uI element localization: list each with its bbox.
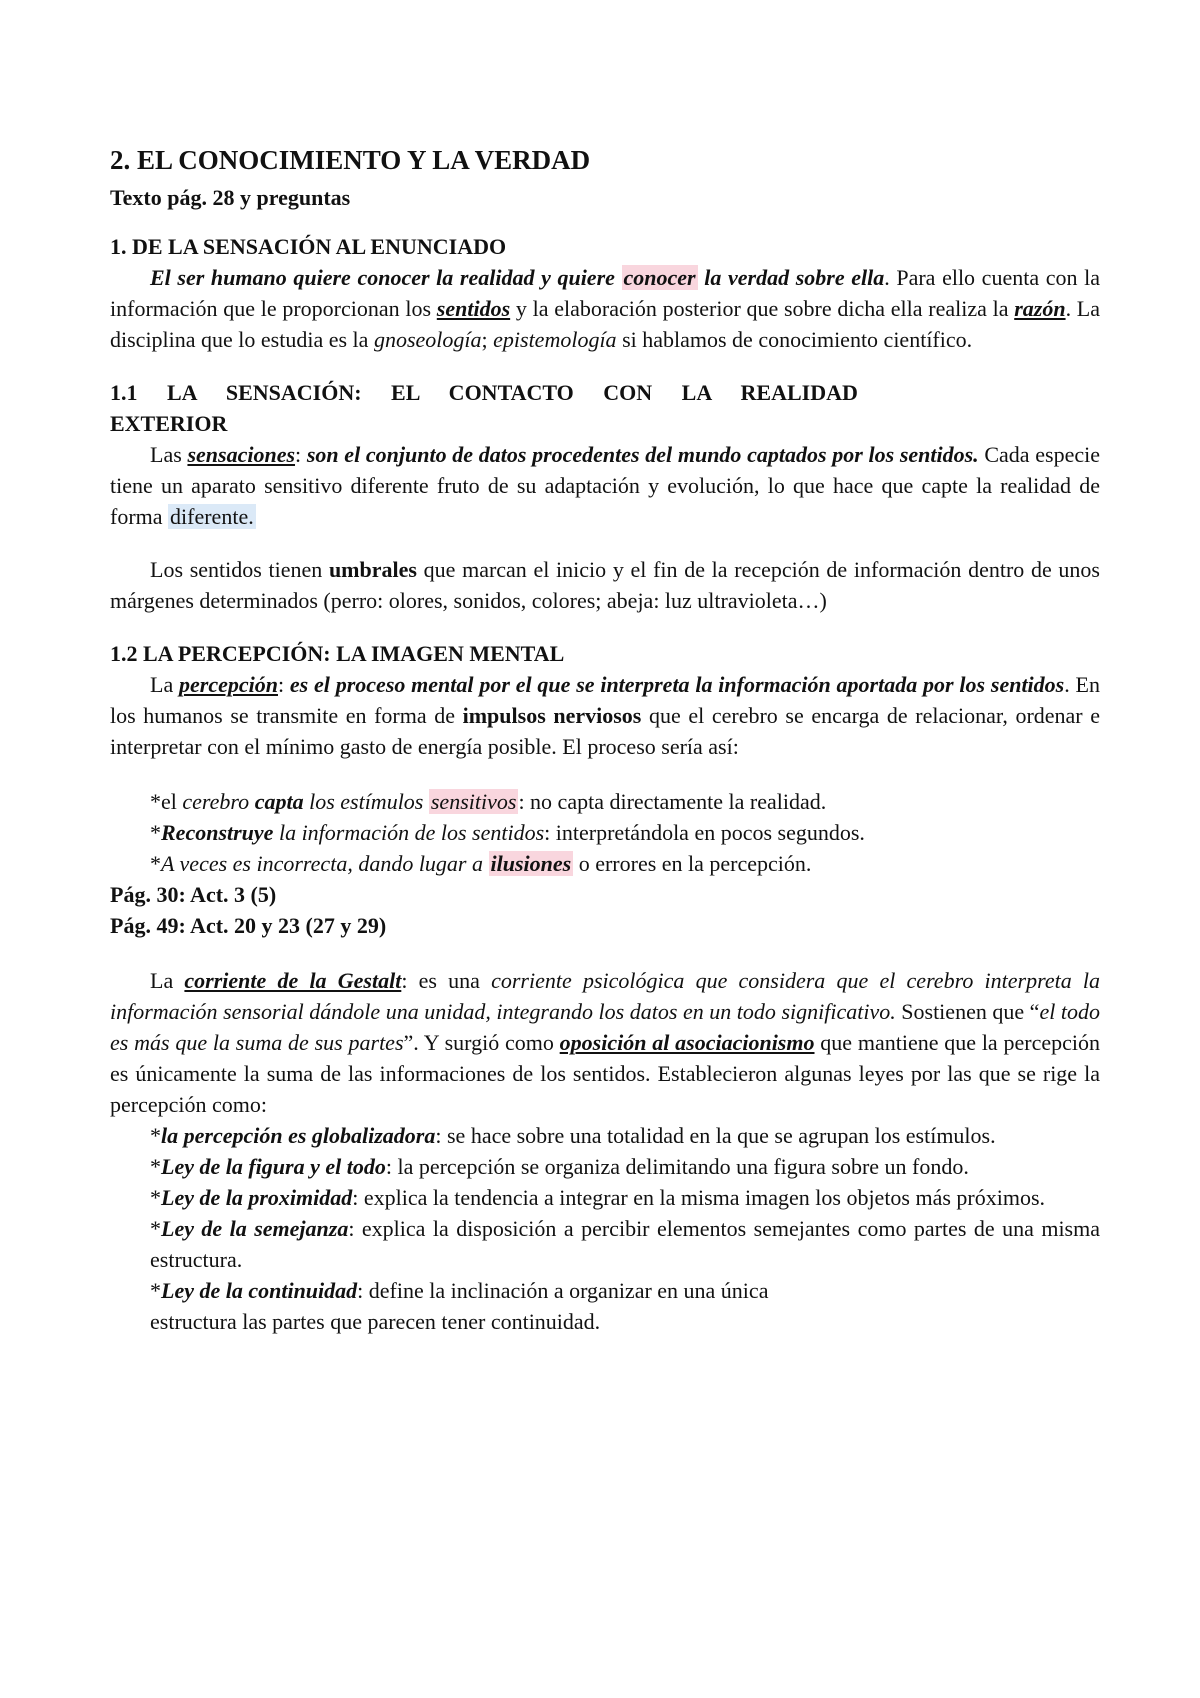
law-name: la percepción es globalizadora — [161, 1123, 436, 1148]
term-razon: razón — [1014, 296, 1066, 321]
text: La — [150, 672, 180, 697]
law-description-continued: estructura las partes que parecen tener continuidad. — [150, 1309, 601, 1334]
term-reconstruye: Reconstruye — [161, 820, 274, 845]
section-1-1-paragraph-2 — [110, 554, 1100, 616]
definition-text: es el proceso mental por el que se interpreta la información aportada por los sentidos — [289, 672, 1065, 697]
text: que marcan el inicio y el fin de la recepción de información dentro de unos márgenes determinados (perro: olores, sonidos, colores; abeja: luz ultravioleta…) — [110, 557, 1100, 613]
gestalt-laws-list — [110, 1120, 1100, 1337]
text: que mantiene que la percepción es únicamente la suma de las informaciones de los sentidos. Establecieron algunas leyes por las que se rige la percepción como: — [110, 1030, 1100, 1117]
list-item — [110, 1120, 1100, 1151]
text: : interpretándola en pocos segundos. — [544, 820, 865, 845]
list-item — [110, 1275, 1100, 1337]
term-epistemologia: epistemología — [493, 327, 617, 352]
bullet: * — [150, 1154, 161, 1179]
process-list — [110, 786, 1100, 879]
list-item — [110, 1182, 1100, 1213]
section-1-1-heading-line1: 1.1 LA SENSACIÓN: EL CONTACTO CON LA REALIDAD — [110, 380, 858, 405]
term-capta: capta — [254, 789, 304, 814]
text: la información de los sentidos — [273, 820, 545, 845]
section-1-paragraph — [110, 262, 1100, 355]
section-1-1-heading — [110, 377, 1100, 439]
text: y la elaboración posterior que sobre dicha ella realiza la — [510, 296, 1015, 321]
list-item — [110, 817, 1100, 848]
text: si hablamos de conocimiento científico. — [616, 327, 973, 352]
highlight-sensitivos: sensitivos — [430, 789, 517, 814]
text: ”. Y surgió como — [403, 1030, 560, 1055]
law-description: : explica la disposición a percibir elementos semejantes como partes de una misma estructura. — [150, 1216, 1100, 1272]
list-item — [110, 848, 1100, 879]
term-sensaciones: sensaciones — [187, 442, 296, 467]
text: . La disciplina que lo estudia es la — [110, 296, 1100, 352]
text: La — [150, 968, 185, 993]
text: ; — [481, 327, 494, 352]
law-description: : define la inclinación a organizar en una única — [357, 1278, 769, 1303]
term-umbrales: umbrales — [328, 557, 417, 582]
term-impulsos-nerviosos: impulsos nerviosos — [462, 703, 642, 728]
text: . En los humanos se transmite en forma de — [110, 672, 1100, 728]
text: A veces es incorrecta, dando lugar a — [161, 851, 489, 876]
highlight-conocer: conocer — [623, 265, 696, 290]
text: Para ello cuenta con la información que le proporcionan los — [110, 265, 1100, 321]
law-name: Ley de la semejanza — [161, 1216, 349, 1241]
section-1-1-paragraph-1 — [110, 439, 1100, 532]
text: los estímulos — [303, 789, 429, 814]
text: que el cerebro se encarga de relacionar, ordenar e interpretar con el mínimo gasto de energía posible. El proceso sería así: — [110, 703, 1100, 759]
highlight-ilusiones: ilusiones — [490, 851, 572, 876]
bullet: * — [150, 820, 161, 845]
bullet-text: *el — [150, 789, 183, 814]
law-name: Ley de la continuidad — [161, 1278, 358, 1303]
text: Sostienen que “ — [895, 999, 1040, 1024]
law-name: Ley de la proximidad — [161, 1185, 353, 1210]
document-title: 2. EL CONOCIMIENTO Y LA VERDAD — [110, 145, 591, 175]
list-item — [110, 1213, 1100, 1275]
quote: el todo es más que la suma de sus partes — [110, 999, 1100, 1055]
text: Las — [150, 442, 188, 467]
period: . — [884, 265, 890, 290]
activity-reference-1: Pág. 30: Act. 3 (5) — [110, 882, 277, 907]
section-1-heading: 1. DE LA SENSACIÓN AL ENUNCIADO — [110, 234, 507, 259]
list-item — [110, 786, 1100, 817]
definition-text: corriente psicológica que considera que el cerebro interpreta la información sensorial dándole una unidad, integrando los datos en un todo significativo. — [110, 968, 1101, 1024]
law-name: Ley de la figura y el todo — [161, 1154, 386, 1179]
term-percepcion: percepción — [179, 672, 278, 697]
bullet: * — [150, 1216, 161, 1241]
text: Cada especie tiene un aparato sensitivo diferente fruto de su adaptación y evolución, lo que hace que capte la realidad de forma — [110, 442, 1100, 529]
text: : — [295, 442, 307, 467]
term-sentidos: sentidos — [436, 296, 511, 321]
section-1-2-paragraph — [110, 669, 1100, 762]
text: : no capta directamente la realidad. — [518, 789, 827, 814]
section-1-1-heading-line2: EXTERIOR — [110, 411, 228, 436]
activity-reference-2: Pág. 49: Act. 20 y 23 (27 y 29) — [110, 913, 387, 938]
term-gestalt: corriente de la Gestalt — [184, 968, 402, 993]
list-item — [110, 1151, 1100, 1182]
text: : — [277, 672, 290, 697]
law-description: : la percepción se organiza delimitando una figura sobre un fondo. — [385, 1154, 969, 1179]
text: Los sentidos tienen — [150, 557, 329, 582]
bullet: * — [150, 851, 161, 876]
definition-text-end: la verdad sobre ella — [697, 265, 885, 290]
term-cerebro: cerebro — [182, 789, 250, 814]
highlight-diferente: diferente. — [170, 504, 254, 529]
document-subtitle: Texto pág. 28 y preguntas — [110, 185, 351, 210]
text: o errores en la percepción. — [573, 851, 812, 876]
bullet: * — [150, 1185, 161, 1210]
term-oposicion-asociacionismo: oposición al asociacionismo — [559, 1030, 815, 1055]
gestalt-paragraph — [110, 965, 1100, 1120]
bullet: * — [150, 1278, 161, 1303]
law-description: : se hace sobre una totalidad en la que se agrupan los estímulos. — [435, 1123, 996, 1148]
term-gnoseologia: gnoseología — [373, 327, 482, 352]
document-page — [110, 142, 1100, 1337]
law-description: : explica la tendencia a integrar en la misma imagen los objetos más próximos. — [352, 1185, 1046, 1210]
definition-text: son el conjunto de datos procedentes del mundo captados por los sentidos. — [306, 442, 979, 467]
section-1-2-heading: 1.2 LA PERCEPCIÓN: LA IMAGEN MENTAL — [110, 641, 565, 666]
text: : es una — [401, 968, 492, 993]
definition-text: El ser humano quiere conocer la realidad y quiere — [150, 265, 622, 290]
bullet: * — [150, 1123, 161, 1148]
